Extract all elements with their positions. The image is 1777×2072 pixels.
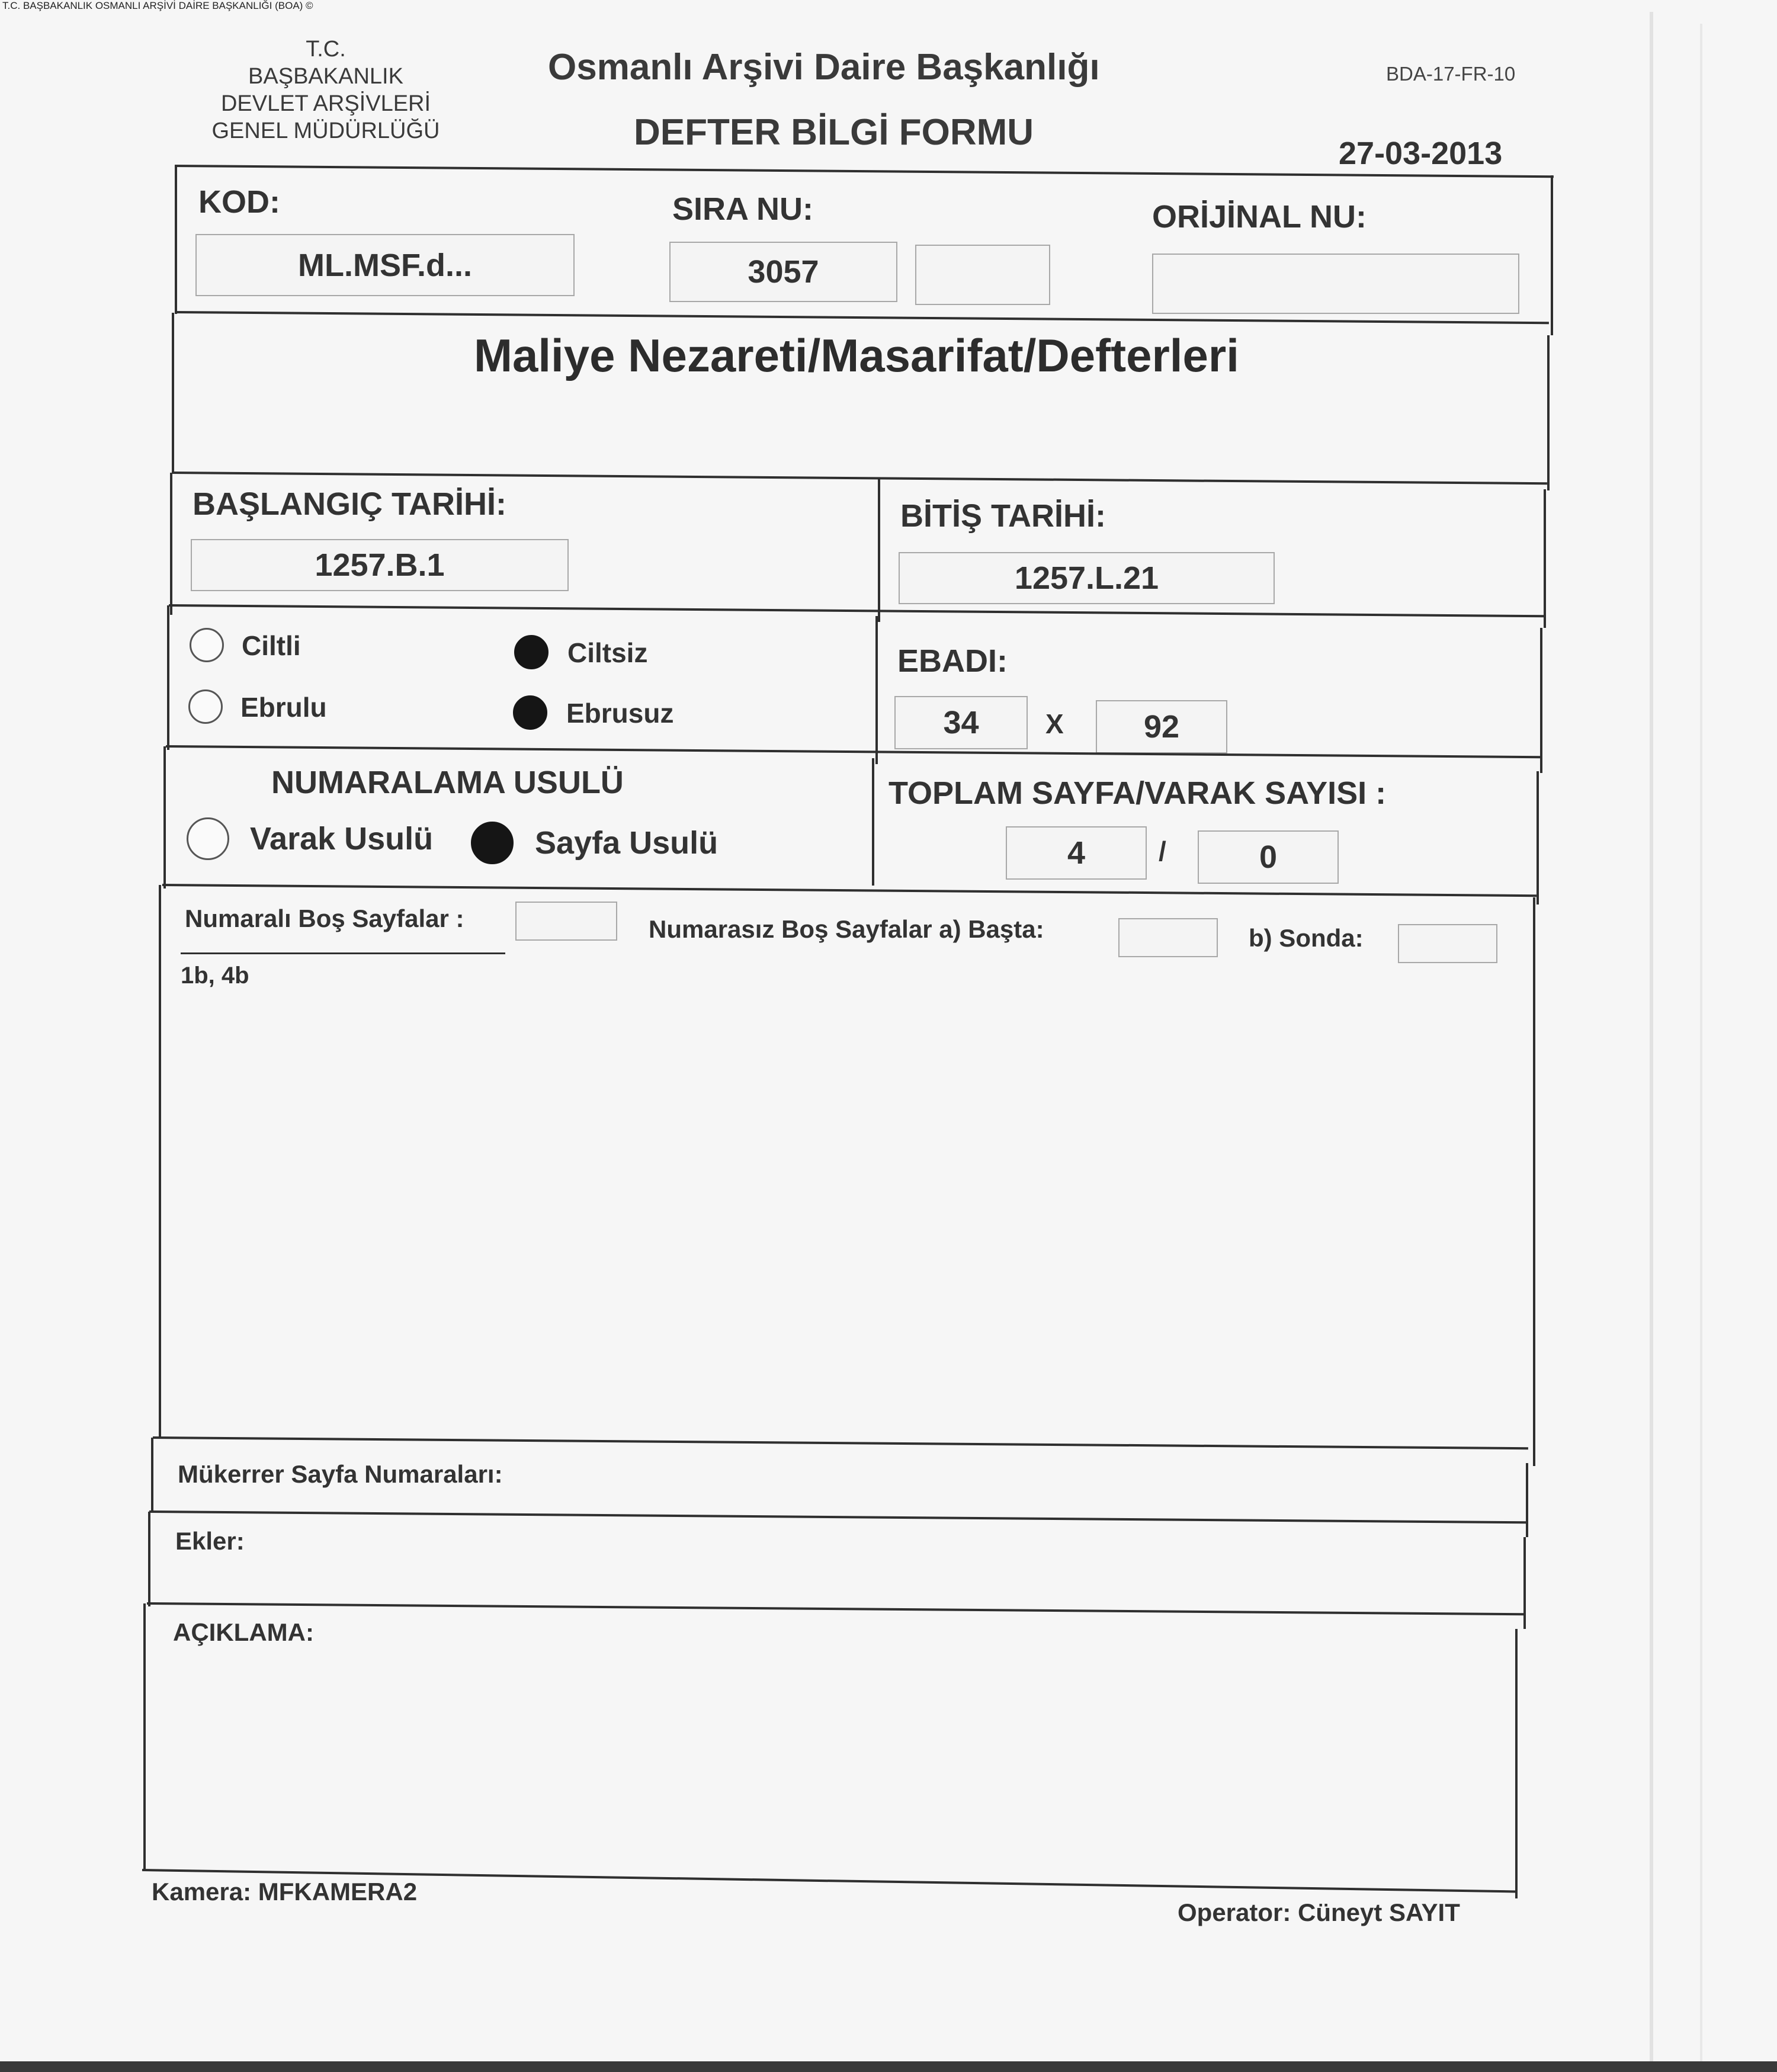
baslangic-label: BAŞLANGIÇ TARİHİ: bbox=[193, 486, 506, 522]
ebadi-height-field: 92 bbox=[1096, 700, 1227, 753]
toplam-separator: / bbox=[1159, 836, 1166, 867]
ebrulu-radio[interactable] bbox=[188, 689, 223, 724]
frame-line bbox=[162, 884, 1537, 897]
frame-line bbox=[170, 473, 172, 615]
sira-label: SIRA NU: bbox=[672, 191, 813, 227]
frame-line bbox=[149, 1510, 1526, 1523]
watermark-text: T.C. BAŞBAKANLIK OSMANLI ARŞİVİ DAİRE BAŞKANLIĞI (BOA) © bbox=[2, 0, 313, 11]
ciltli-radio[interactable] bbox=[190, 628, 224, 662]
frame-line bbox=[151, 1438, 153, 1512]
numarali-bos-list: 1b, 4b bbox=[181, 963, 249, 989]
frame-line bbox=[167, 605, 169, 750]
varak-usulu-label: Varak Usulü bbox=[250, 821, 434, 857]
kod-field: ML.MSF.d... bbox=[195, 234, 575, 296]
issuer-block bbox=[178, 36, 474, 145]
form-code: BDA-17-FR-10 bbox=[1386, 63, 1516, 85]
sira-extra-field bbox=[915, 245, 1050, 305]
ebadi-width-field: 34 bbox=[894, 696, 1028, 749]
kod-label: KOD: bbox=[198, 184, 280, 220]
ebadi-separator: X bbox=[1045, 708, 1064, 739]
frame-line bbox=[147, 1602, 1524, 1615]
ebrusuz-label: Ebrusuz bbox=[566, 698, 674, 729]
kamera-text: Kamera: MFKAMERA2 bbox=[152, 1878, 418, 1906]
numarali-bos-field bbox=[515, 902, 617, 941]
ciltsiz-label: Ciltsiz bbox=[567, 637, 648, 668]
form-date: 27-03-2013 bbox=[1339, 136, 1503, 171]
ebrulu-label: Ebrulu bbox=[240, 692, 327, 723]
frame-line bbox=[1547, 335, 1550, 490]
ebrusuz-radio[interactable] bbox=[513, 695, 547, 730]
frame-line bbox=[875, 616, 878, 764]
sayfa-usulu-label: Sayfa Usulü bbox=[535, 825, 719, 861]
sira-field: 3057 bbox=[669, 242, 897, 302]
frame-line bbox=[163, 746, 166, 889]
frame-line bbox=[148, 1512, 150, 1606]
sonda-field bbox=[1398, 924, 1497, 963]
frame-line bbox=[1515, 1629, 1518, 1898]
form-subtitle: DEFTER BİLGİ FORMU bbox=[634, 112, 1034, 153]
form-title: Osmanlı Arşivi Daire Başkanlığı bbox=[548, 47, 1100, 88]
numaralama-label: NUMARALAMA USULÜ bbox=[271, 765, 624, 800]
frame-line bbox=[159, 885, 161, 1439]
issuer-line: BAŞBAKANLIK bbox=[248, 64, 403, 89]
orijinal-field bbox=[1152, 254, 1519, 314]
issuer-line: GENEL MÜDÜRLÜĞÜ bbox=[211, 118, 440, 143]
operator-text: Operator: Cüneyt SAYIT bbox=[1178, 1898, 1460, 1926]
frame-line bbox=[153, 1436, 1528, 1449]
frame-line bbox=[878, 477, 880, 622]
bitis-field: 1257.L.21 bbox=[899, 552, 1275, 604]
frame-line bbox=[175, 166, 177, 314]
frame-line bbox=[1540, 628, 1542, 773]
frame-line bbox=[1544, 489, 1546, 628]
frame-line bbox=[1533, 897, 1535, 1466]
toplam-varak-field: 0 bbox=[1198, 830, 1339, 884]
fond-title: Maliye Nezareti/Masarifat/Defterleri bbox=[474, 329, 1239, 381]
ebadi-label: EBADI: bbox=[897, 643, 1008, 679]
issuer-line: DEVLET ARŞİVLERİ bbox=[220, 91, 431, 116]
frame-line bbox=[1551, 175, 1553, 335]
scan-border bbox=[0, 2061, 1777, 2072]
numarasiz-bos-label: Numarasız Boş Sayfalar a) Başta: bbox=[649, 915, 1044, 943]
numarali-bos-label: Numaralı Boş Sayfalar : bbox=[185, 905, 464, 932]
baslangic-field: 1257.B.1 bbox=[191, 539, 569, 591]
frame-line bbox=[1537, 771, 1539, 905]
ciltsiz-radio[interactable] bbox=[514, 635, 549, 669]
bitis-label: BİTİŞ TARİHİ: bbox=[900, 498, 1106, 534]
mukerrer-label: Mükerrer Sayfa Numaraları: bbox=[178, 1460, 503, 1488]
orijinal-label: ORİJİNAL NU: bbox=[1152, 199, 1367, 235]
varak-usulu-radio[interactable] bbox=[187, 817, 229, 860]
aciklama-label: AÇIKLAMA: bbox=[173, 1618, 314, 1646]
basta-field bbox=[1118, 918, 1218, 957]
toplam-label: TOPLAM SAYFA/VARAK SAYISI : bbox=[889, 775, 1387, 811]
ciltli-label: Ciltli bbox=[242, 630, 301, 661]
frame-line bbox=[172, 472, 1547, 485]
toplam-sayfa-field: 4 bbox=[1006, 826, 1147, 880]
sayfa-usulu-radio[interactable] bbox=[471, 822, 514, 864]
frame-line bbox=[872, 758, 874, 886]
paper-edge bbox=[1650, 12, 1653, 2067]
frame-line bbox=[172, 313, 174, 473]
issuer-line: T.C. bbox=[306, 37, 346, 62]
frame-line bbox=[1526, 1463, 1528, 1537]
ekler-label: Ekler: bbox=[175, 1527, 245, 1555]
frame-line bbox=[143, 1603, 146, 1870]
frame-line bbox=[169, 604, 1545, 617]
underline bbox=[181, 952, 505, 954]
paper-edge bbox=[1700, 24, 1702, 2061]
frame-line bbox=[166, 745, 1541, 758]
sonda-label: b) Sonda: bbox=[1249, 924, 1364, 952]
